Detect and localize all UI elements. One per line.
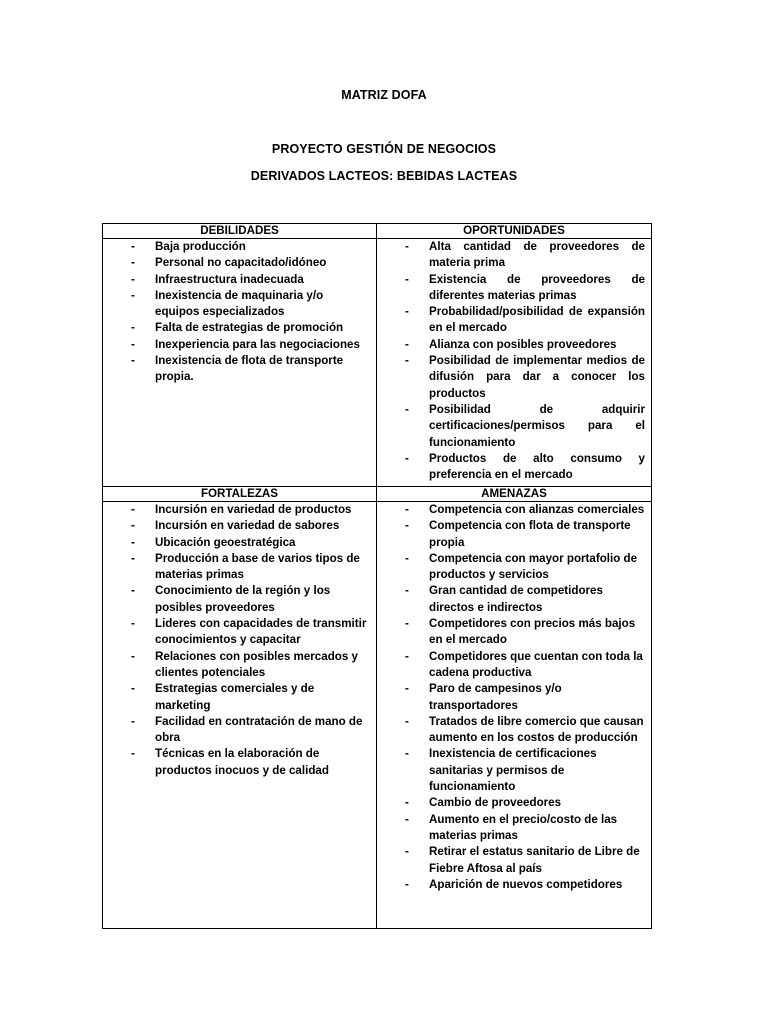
bullet-dash: - xyxy=(405,503,409,516)
bullet-dash: - xyxy=(405,714,409,728)
list-item-text: Personal no capacitado/idóneo xyxy=(155,256,327,270)
list-item xyxy=(103,239,376,255)
bullet-dash: - xyxy=(405,272,409,286)
list-item xyxy=(377,304,651,337)
list-item-text: Inexistencia de maquinaria y/o equipos especializados xyxy=(155,288,324,319)
bullet-dash: - xyxy=(131,272,135,286)
list-item xyxy=(103,616,376,649)
list-item xyxy=(103,320,376,336)
list-item xyxy=(377,353,651,402)
list-item xyxy=(377,714,651,747)
bullet-dash: - xyxy=(131,649,135,663)
list-item-text: Inexistencia de flota de transporte propia. xyxy=(155,354,344,384)
list-item-text: Cambio de proveedores xyxy=(429,796,562,810)
bullet-dash: - xyxy=(131,617,135,631)
list-item-text: Facilidad en contratación de mano de obra xyxy=(155,714,363,745)
list-item-text: Relaciones con posibles mercados y clientes potenciales xyxy=(155,649,358,679)
list-item xyxy=(377,877,651,893)
list-item-text: Estrategias comerciales y de marketing xyxy=(155,682,315,712)
list-item-text: Productos de alto consumo y preferencia en el mercado xyxy=(429,451,645,482)
bullet-dash: - xyxy=(405,305,409,319)
bullet-dash: - xyxy=(131,535,135,549)
list-item-text: Paro de campesinos y/o transportadores xyxy=(429,682,562,712)
list-item xyxy=(377,681,651,714)
list-item-text: Posibilidad de adquirir certificaciones/permisos para el funcionamiento xyxy=(429,402,645,449)
document-title: MATRIZ DOFA xyxy=(341,88,427,102)
oportunidades-header: OPORTUNIDADES xyxy=(377,224,652,239)
list-item xyxy=(103,714,376,747)
list-item xyxy=(377,518,651,551)
list-item-text: Competencia con alianzas comerciales xyxy=(429,503,645,516)
bullet-dash: - xyxy=(131,288,135,302)
debilidades-cell xyxy=(103,239,377,487)
list-item xyxy=(103,288,376,321)
bullet-dash: - xyxy=(131,256,135,270)
amenazas-list xyxy=(377,502,651,893)
fortalezas-list xyxy=(103,502,376,779)
list-item xyxy=(377,795,651,811)
list-item xyxy=(377,551,651,584)
bullet-dash: - xyxy=(405,240,409,253)
list-item-text: Inexperiencia para las negociaciones xyxy=(155,337,360,351)
bullet-dash: - xyxy=(405,812,409,826)
list-item-text: Técnicas en la elaboración de productos inocuos y de calidad xyxy=(155,747,329,777)
bullet-dash: - xyxy=(405,617,409,631)
bullet-dash: - xyxy=(405,796,409,810)
list-item xyxy=(103,518,376,534)
list-item xyxy=(377,583,651,616)
list-item xyxy=(377,402,651,451)
list-item-text: Producción a base de varios tipos de materias primas xyxy=(155,551,360,582)
fortalezas-cell xyxy=(103,502,377,929)
list-item xyxy=(103,649,376,682)
bullet-dash: - xyxy=(131,240,135,253)
debilidades-list xyxy=(103,239,376,386)
bullet-dash: - xyxy=(405,451,409,465)
bullet-dash: - xyxy=(405,877,409,891)
bullet-dash: - xyxy=(131,519,135,533)
list-item xyxy=(377,502,651,518)
list-item xyxy=(377,272,651,305)
list-item xyxy=(377,616,651,649)
list-item-text: Incursión en variedad de sabores xyxy=(155,519,340,533)
list-item-text: Competencia con flota de transporte propia xyxy=(429,519,631,549)
list-item xyxy=(103,535,376,551)
list-item xyxy=(377,239,651,272)
list-item xyxy=(103,255,376,271)
bullet-dash: - xyxy=(405,354,409,368)
list-item-text: Tratados de libre comercio que causan aumento en los costos de producción xyxy=(429,714,644,745)
content-row-bottom xyxy=(103,502,652,929)
list-item-text: Probabilidad/posibilidad de expansión en el mercado xyxy=(429,305,645,335)
list-item-text: Falta de estrategias de promoción xyxy=(155,321,344,335)
list-item-text: Alta cantidad de proveedores de materia prima xyxy=(429,240,645,270)
list-item-text: Competidores con precios más bajos en el mercado xyxy=(429,617,636,647)
list-item xyxy=(377,844,651,877)
bullet-dash: - xyxy=(405,551,409,565)
project-subtitle: DERIVADOS LACTEOS: BEBIDAS LACTEAS xyxy=(250,169,518,183)
debilidades-header: DEBILIDADES xyxy=(103,224,377,239)
amenazas-cell xyxy=(377,502,652,929)
bullet-dash: - xyxy=(405,649,409,663)
list-item-text: Aumento en el precio/costo de las materias primas xyxy=(429,812,618,842)
bullet-dash: - xyxy=(405,519,409,533)
bullet-dash: - xyxy=(131,503,135,516)
bullet-dash: - xyxy=(131,354,135,368)
list-item-text: Posibilidad de implementar medios de difusión para dar a conocer los productos xyxy=(429,354,645,400)
bullet-dash: - xyxy=(405,747,409,761)
bullet-dash: - xyxy=(131,551,135,565)
bullet-dash: - xyxy=(131,321,135,335)
list-item xyxy=(103,746,376,779)
oportunidades-cell xyxy=(377,239,652,487)
bullet-dash: - xyxy=(405,682,409,696)
content-row-top xyxy=(103,239,652,487)
list-item xyxy=(103,681,376,714)
list-item xyxy=(377,746,651,795)
list-item-text: Inexistencia de certificaciones sanitarias y permisos de funcionamiento xyxy=(429,747,597,794)
header-row-top xyxy=(103,224,652,239)
list-item-text: Baja producción xyxy=(155,240,246,253)
list-item-text: Competidores que cuentan con toda la cadena productiva xyxy=(429,649,643,679)
list-item xyxy=(377,451,651,484)
list-item xyxy=(103,583,376,616)
bullet-dash: - xyxy=(405,402,409,416)
list-item-text: Existencia de proveedores de diferentes materias primas xyxy=(429,272,645,302)
list-item-text: Infraestructura inadecuada xyxy=(155,272,304,286)
list-item-text: Ubicación geoestratégica xyxy=(155,535,296,549)
bullet-dash: - xyxy=(131,714,135,728)
list-item xyxy=(377,812,651,845)
list-item-text: Conocimiento de la región y los posibles proveedores xyxy=(155,584,331,614)
bullet-dash: - xyxy=(131,747,135,761)
bullet-dash: - xyxy=(405,845,409,859)
amenazas-header: AMENAZAS xyxy=(377,487,652,502)
list-item xyxy=(103,353,376,386)
bullet-dash: - xyxy=(131,682,135,696)
bullet-dash: - xyxy=(131,584,135,598)
list-item-text: Lideres con capacidades de transmitir conocimientos y capacitar xyxy=(155,617,367,647)
list-item xyxy=(103,502,376,518)
bullet-dash: - xyxy=(405,337,409,351)
list-item xyxy=(103,551,376,584)
list-item-text: Gran cantidad de competidores directos e indirectos xyxy=(429,584,603,614)
list-item xyxy=(377,649,651,682)
header-row-bottom xyxy=(103,487,652,502)
oportunidades-list xyxy=(377,239,651,483)
list-item-text: Alianza con posibles proveedores xyxy=(429,337,617,351)
dofa-matrix-table xyxy=(102,223,652,929)
list-item-text: Incursión en variedad de productos xyxy=(155,503,352,516)
bullet-dash: - xyxy=(131,337,135,351)
list-item-text: Aparición de nuevos competidores xyxy=(429,877,623,891)
bullet-dash: - xyxy=(405,584,409,598)
fortalezas-header: FORTALEZAS xyxy=(103,487,377,502)
list-item xyxy=(377,337,651,353)
list-item xyxy=(103,337,376,353)
project-heading: PROYECTO GESTIÓN DE NEGOCIOS xyxy=(271,142,497,156)
list-item xyxy=(103,272,376,288)
list-item-text: Retirar el estatus sanitario de Libre de Fiebre Aftosa al país xyxy=(429,845,640,875)
list-item-text: Competencia con mayor portafolio de productos y servicios xyxy=(429,551,638,582)
